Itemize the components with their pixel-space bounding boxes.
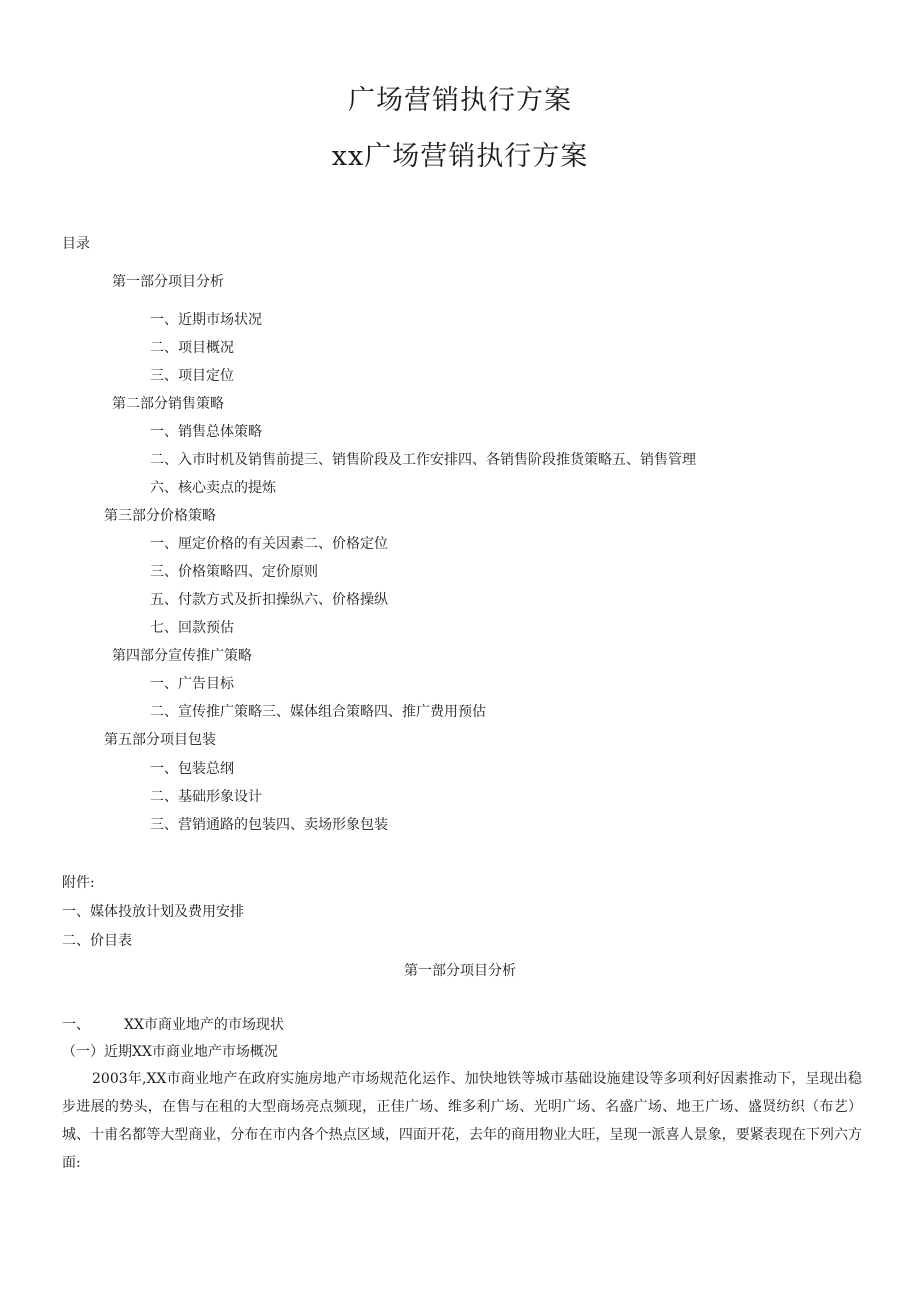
body-paragraph xyxy=(62,1065,862,1177)
toc-part4-title: 第四部分宣传推广策略 xyxy=(112,648,252,664)
appendix-heading: 附件: xyxy=(62,875,95,891)
toc-item: 三、项目定位 xyxy=(150,368,234,384)
toc-part5-title: 第五部分项目包装 xyxy=(104,732,216,748)
document-subtitle: xx广场营销执行方案 xyxy=(331,141,589,172)
appendix-item: 二、价目表 xyxy=(62,933,132,949)
paragraph-text: 2003年,XX市商业地产在政府实施房地产市场规范化运作、加快地铁等城市基础设施建设等多项利好因素推动下，呈现出稳步进展的势头，在售与在租的大型商场亮点频现，正佳广场、维多利广场、光明广场、名盛广场、地王广场、盛贤纺织（布艺）城、十甫名都等大型商业，分布在市内各个热点区域，四面开花，去年的商用物业大旺，呈现一派喜人景象，要紧表现在下列六方面: xyxy=(62,1071,862,1171)
document-title: 广场营销执行方案 xyxy=(348,85,572,116)
subsection-heading: XX市商业地产的市场现状 xyxy=(124,1017,284,1033)
toc-item: 三、价格策略四、定价原则 xyxy=(150,564,318,580)
appendix-item: 一、媒体投放计划及费用安排 xyxy=(62,904,244,920)
toc-item: 一、广告目标 xyxy=(150,676,234,692)
section-heading: 第一部分项目分析 xyxy=(404,963,516,979)
toc-heading: 目录 xyxy=(62,236,90,252)
sub-subsection-heading: （一）近期XX市商业地产市场概况 xyxy=(62,1044,278,1060)
toc-item: 二、基础形象设计 xyxy=(150,789,262,805)
toc-item: 一、销售总体策略 xyxy=(150,424,262,440)
toc-item: 二、入市时机及销售前提三、销售阶段及工作安排四、各销售阶段推货策略五、销售管理 xyxy=(150,452,696,468)
toc-part1-title: 第一部分项目分析 xyxy=(112,274,224,290)
toc-item: 一、包装总纲 xyxy=(150,761,234,777)
toc-item: 二、宣传推广策略三、媒体组合策略四、推广费用预估 xyxy=(150,704,486,720)
toc-part3-title: 第三部分价格策略 xyxy=(104,508,216,524)
toc-item: 二、项目概况 xyxy=(150,340,234,356)
toc-item: 一、近期市场状况 xyxy=(150,312,262,328)
toc-part2-title: 第二部分销售策略 xyxy=(112,396,224,412)
toc-item: 六、核心卖点的提炼 xyxy=(150,480,276,496)
toc-item: 七、回款预估 xyxy=(150,620,234,636)
subsection-number: 一、 xyxy=(62,1017,90,1033)
toc-item: 三、营销通路的包装四、卖场形象包装 xyxy=(150,817,388,833)
toc-item: 一、厘定价格的有关因素二、价格定位 xyxy=(150,536,388,552)
toc-item: 五、付款方式及折扣操纵六、价格操纵 xyxy=(150,592,388,608)
